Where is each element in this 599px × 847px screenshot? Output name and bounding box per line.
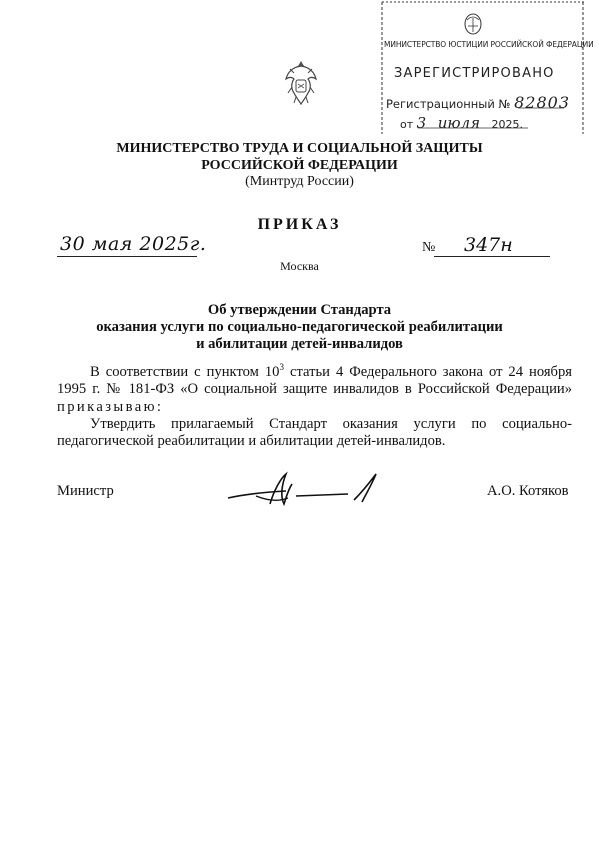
stamp-date-line bbox=[400, 114, 523, 132]
preamble-text-c: : bbox=[156, 398, 161, 415]
order-number: 347н bbox=[464, 234, 513, 256]
subject-line2: оказания услуги по социально-педагогической реабилитации bbox=[96, 319, 503, 335]
order-date-underline bbox=[57, 256, 197, 257]
handwritten-signature bbox=[226, 470, 396, 510]
stamp-date-day: 3 bbox=[416, 114, 427, 132]
stamp-date-month: июля bbox=[437, 114, 481, 132]
preamble-order-word: приказываю bbox=[57, 398, 157, 415]
stamp-reg-line bbox=[386, 93, 570, 112]
stamp-reg-number: 82803 bbox=[514, 93, 571, 112]
subject-line3: и абилитации детей-инвалидов bbox=[196, 336, 403, 352]
preamble-superscript: 3 bbox=[279, 362, 284, 373]
preamble-text-b: статьи 4 Федерального закона от 24 ноября 1995 г. № 181-ФЗ «О социальной защите инвалидов в Российской Федерации» bbox=[57, 364, 572, 398]
order-number-underline bbox=[434, 256, 550, 257]
ministry-short-name: (Минтруд России) bbox=[245, 174, 354, 189]
order-number-label: № bbox=[422, 240, 436, 255]
stamp-date-prefix: от bbox=[400, 118, 414, 131]
order-title: ПРИКАЗ bbox=[257, 216, 342, 233]
paragraph-preamble bbox=[57, 364, 572, 416]
signatory-name: А.О. Котяков bbox=[487, 483, 569, 499]
paragraph-approve: Утвердить прилагаемый Стандарт оказания услуги по социально-педагогической реабилитации и абилитации детей-инвалидов. bbox=[57, 416, 572, 450]
stamp-date-year: 2025. bbox=[491, 118, 524, 131]
coat-of-arms-icon bbox=[282, 57, 320, 107]
order-subject bbox=[0, 302, 599, 353]
ministry-name-line2: РОССИЙСКОЙ ФЕДЕРАЦИИ bbox=[201, 158, 398, 173]
ministry-name-line1: МИНИСТЕРСТВО ТРУДА И СОЦИАЛЬНОЙ ЗАЩИТЫ bbox=[116, 141, 483, 156]
order-city: Москва bbox=[280, 259, 319, 273]
stamp-reg-label: Регистрационный № bbox=[386, 97, 511, 111]
registration-stamp bbox=[378, 0, 594, 135]
subject-line1: Об утверждении Стандарта bbox=[207, 302, 392, 318]
preamble-text-a: В соответствии с пунктом 10 bbox=[90, 364, 280, 380]
order-date: 30 мая 2025г. bbox=[60, 233, 207, 255]
stamp-emblem-icon bbox=[465, 14, 481, 34]
stamp-registered: ЗАРЕГИСТРИРОВАНО bbox=[394, 66, 555, 81]
signatory-position: Министр bbox=[57, 483, 114, 499]
stamp-ministry: МИНИСТЕРСТВО ЮСТИЦИИ РОССИЙСКОЙ ФЕДЕРАЦИИ bbox=[384, 40, 594, 49]
